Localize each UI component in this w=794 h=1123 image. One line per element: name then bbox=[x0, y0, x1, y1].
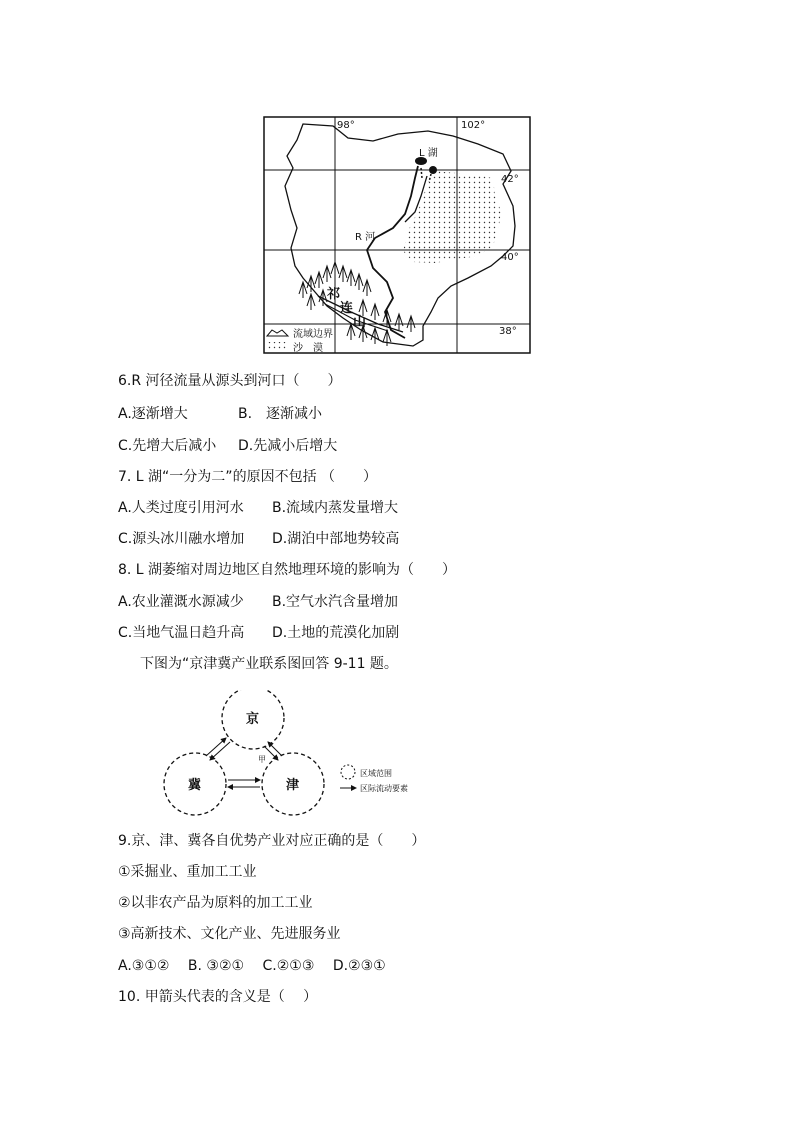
q9-options: A.③①② B. ③②① C.②①③ D.②③① bbox=[118, 958, 386, 974]
lake-east bbox=[429, 166, 437, 174]
legend-flow-label: 区际流动要素 bbox=[360, 784, 408, 793]
mountain-char-1: 祁 bbox=[327, 287, 341, 302]
q6-option-a: A.逐渐增大 bbox=[118, 406, 188, 422]
q7-option-a: A.人类过度引用河水 bbox=[118, 500, 244, 516]
q8-option-a: A.农业灌溉水源减少 bbox=[118, 594, 244, 610]
q6-option-d: D.先减小后增大 bbox=[238, 438, 338, 454]
q6-option-b: B. 逐渐减小 bbox=[238, 406, 323, 422]
lat-label-42: 42° bbox=[501, 174, 519, 185]
lat-label-40: 40° bbox=[501, 252, 519, 263]
q7-option-d: D.湖泊中部地势较高 bbox=[272, 531, 400, 547]
river-dry-west bbox=[421, 168, 422, 178]
q7-option-c: C.源头冰川融水增加 bbox=[118, 531, 245, 547]
industry-diagram bbox=[160, 690, 430, 820]
q9-item-2: ②以非农产品为原料的加工工业 bbox=[118, 895, 313, 911]
legend-boundary-symbol bbox=[267, 330, 288, 336]
desert-area bbox=[403, 171, 501, 263]
arrow-jing-to-ji bbox=[210, 742, 230, 760]
question-6-stem: 6.R 河径流量从源头到河口（ ） bbox=[118, 373, 342, 389]
legend-region-label: 区域范围 bbox=[360, 769, 392, 778]
legend-boundary-label: 流域边界 bbox=[293, 329, 333, 340]
lon-label-102: 102° bbox=[461, 120, 486, 131]
node-jin-label: 津 bbox=[286, 778, 300, 793]
node-ji-label: 冀 bbox=[188, 778, 202, 793]
basin-map bbox=[263, 116, 531, 354]
question-9-stem: 9.京、津、冀各自优势产业对应正确的是（ ） bbox=[118, 833, 426, 849]
arrow-jin-to-jing-jia bbox=[268, 742, 282, 756]
node-jing-label: 京 bbox=[246, 712, 260, 727]
q9-item-3: ③高新技术、文化产业、先进服务业 bbox=[118, 926, 341, 942]
arrow-jia-label: 甲 bbox=[258, 755, 266, 764]
q9-item-1: ①采掘业、重加工工业 bbox=[118, 864, 257, 880]
q6-option-c: C.先增大后减小 bbox=[118, 438, 217, 454]
question-7-stem: 7. L 湖“一分为二”的原因不包括 （ ） bbox=[118, 469, 378, 485]
legend-desert-label: 沙 漠 bbox=[293, 343, 323, 354]
mountain-char-2: 连 bbox=[340, 301, 354, 316]
lat-label-38: 38° bbox=[499, 326, 517, 337]
basin-map-svg bbox=[263, 116, 531, 354]
question-10-stem: 10. 甲箭头代表的含义是（ ） bbox=[118, 989, 318, 1005]
section-intro: 下图为“京津冀产业联系图回答 9-11 题。 bbox=[140, 656, 398, 672]
arrow-ji-to-jing bbox=[206, 738, 226, 756]
mountain-char-3: 山 bbox=[353, 315, 367, 330]
q7-option-b: B.流域内蒸发量增大 bbox=[272, 500, 399, 516]
industry-diagram-svg bbox=[160, 690, 430, 820]
q8-option-c: C.当地气温日趋升高 bbox=[118, 625, 245, 641]
question-8-stem: 8. L 湖萎缩对周边地区自然地理环境的影响为（ ） bbox=[118, 562, 457, 578]
lon-label-98: 98° bbox=[337, 120, 355, 131]
river-label: R 河 bbox=[355, 232, 376, 243]
legend-desert-symbol bbox=[267, 342, 287, 351]
q8-option-b: B.空气水汽含量增加 bbox=[272, 594, 399, 610]
q8-option-d: D.土地的荒漠化加剧 bbox=[272, 625, 400, 641]
lake-label: L 湖 bbox=[419, 148, 438, 159]
legend-region-symbol bbox=[341, 765, 355, 779]
arrow-jing-to-jin bbox=[264, 746, 278, 760]
